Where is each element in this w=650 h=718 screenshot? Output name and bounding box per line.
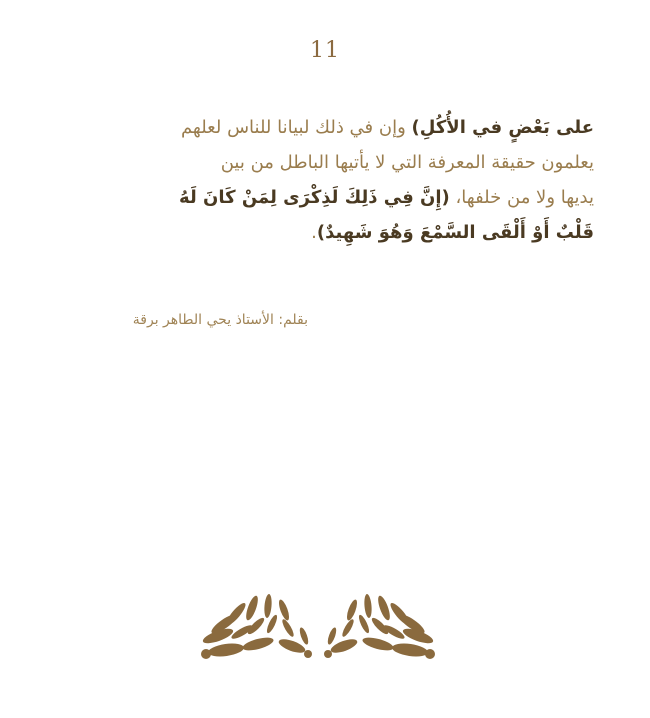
text-line-2: يعلمون حقيقة المعرفة التي لا يأتيها الباطل من بين bbox=[220, 152, 594, 173]
text-segment: . bbox=[311, 222, 317, 243]
author-attribution: بقلم: الأستاذ يحي الطاهر برقة bbox=[132, 312, 308, 328]
floral-flourish-icon bbox=[196, 588, 440, 666]
page-number: 11 bbox=[310, 38, 340, 63]
text-line-3 bbox=[48, 180, 594, 215]
text-segment: يديها ولا من خلفها، bbox=[449, 187, 594, 208]
verse-quote: قَلْبٌ أَوْ أَلْقَى السَّمْعَ وَهُوَ شَهِيدٌ) bbox=[316, 222, 594, 243]
body-text bbox=[48, 110, 594, 250]
text-line-1 bbox=[48, 110, 594, 145]
text-segment: وإن في ذلك لبيانا للناس لعلهم bbox=[180, 117, 412, 138]
text-line-4 bbox=[48, 215, 594, 250]
verse-quote: (إِنَّ فِي ذَلِكَ لَذِكْرَى لِمَنْ كَانَ لَهُ bbox=[179, 187, 450, 208]
verse-quote: على بَعْضٍ في الأُكُلِ) bbox=[411, 117, 594, 138]
